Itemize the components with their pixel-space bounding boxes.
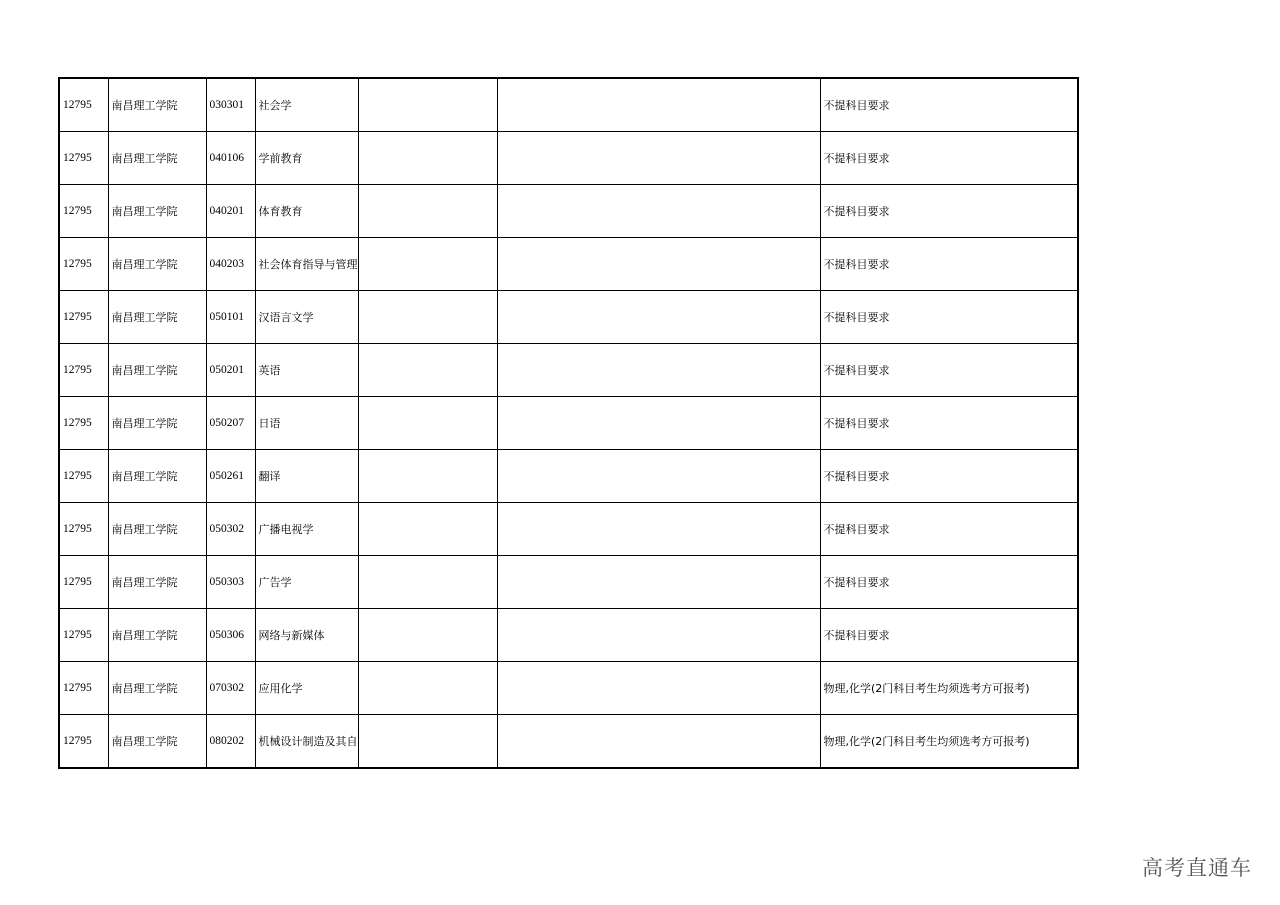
subject-requirement-cell: 不提科目要求	[820, 344, 1078, 397]
empty-cell	[358, 238, 497, 291]
empty-cell	[497, 397, 820, 450]
table-row	[59, 609, 1078, 662]
major-code-cell: 050261	[206, 450, 255, 503]
major-name-cell: 体育教育	[255, 185, 358, 238]
major-name-cell: 学前教育	[255, 132, 358, 185]
table-row	[59, 344, 1078, 397]
school-name-cell: 南昌理工学院	[108, 185, 206, 238]
school-code-cell: 12795	[59, 132, 108, 185]
school-name-cell: 南昌理工学院	[108, 291, 206, 344]
empty-cell	[358, 503, 497, 556]
major-name-cell: 广告学	[255, 556, 358, 609]
subject-requirement-cell: 不提科目要求	[820, 78, 1078, 132]
empty-cell	[497, 78, 820, 132]
major-name-cell: 机械设计制造及其自	[255, 715, 358, 769]
school-name-cell: 南昌理工学院	[108, 344, 206, 397]
empty-cell	[497, 185, 820, 238]
major-name-cell: 广播电视学	[255, 503, 358, 556]
major-name-cell: 英语	[255, 344, 358, 397]
school-name-cell: 南昌理工学院	[108, 503, 206, 556]
table-row	[59, 132, 1078, 185]
major-code-cell: 050207	[206, 397, 255, 450]
empty-cell	[497, 238, 820, 291]
school-name-cell: 南昌理工学院	[108, 397, 206, 450]
empty-cell	[358, 78, 497, 132]
major-code-cell: 040201	[206, 185, 255, 238]
empty-cell	[358, 291, 497, 344]
empty-cell	[497, 291, 820, 344]
watermark-logo: 高考直通车	[1142, 856, 1252, 880]
school-name-cell: 南昌理工学院	[108, 715, 206, 769]
major-code-cell: 040203	[206, 238, 255, 291]
table-row	[59, 450, 1078, 503]
empty-cell	[358, 397, 497, 450]
school-name-cell: 南昌理工学院	[108, 556, 206, 609]
empty-cell	[497, 715, 820, 769]
table-body	[59, 78, 1078, 768]
empty-cell	[358, 450, 497, 503]
major-name-cell: 应用化学	[255, 662, 358, 715]
major-name-cell: 网络与新媒体	[255, 609, 358, 662]
subject-requirement-cell: 不提科目要求	[820, 397, 1078, 450]
major-code-cell: 050303	[206, 556, 255, 609]
school-code-cell: 12795	[59, 503, 108, 556]
subject-requirement-cell: 不提科目要求	[820, 503, 1078, 556]
major-name-cell: 社会学	[255, 78, 358, 132]
table-row	[59, 397, 1078, 450]
table-row	[59, 291, 1078, 344]
empty-cell	[358, 715, 497, 769]
major-code-cell: 050201	[206, 344, 255, 397]
major-code-cell: 080202	[206, 715, 255, 769]
table-row	[59, 78, 1078, 132]
subject-requirement-cell: 不提科目要求	[820, 238, 1078, 291]
empty-cell	[358, 344, 497, 397]
empty-cell	[358, 609, 497, 662]
subject-requirement-cell: 不提科目要求	[820, 609, 1078, 662]
school-name-cell: 南昌理工学院	[108, 132, 206, 185]
empty-cell	[497, 556, 820, 609]
empty-cell	[497, 132, 820, 185]
school-name-cell: 南昌理工学院	[108, 78, 206, 132]
empty-cell	[358, 662, 497, 715]
school-code-cell: 12795	[59, 238, 108, 291]
table-row	[59, 238, 1078, 291]
empty-cell	[497, 662, 820, 715]
major-code-cell: 070302	[206, 662, 255, 715]
major-name-cell: 汉语言文学	[255, 291, 358, 344]
subject-requirement-cell: 不提科目要求	[820, 291, 1078, 344]
subject-requirement-cell: 不提科目要求	[820, 185, 1078, 238]
school-code-cell: 12795	[59, 556, 108, 609]
major-code-cell: 040106	[206, 132, 255, 185]
subject-requirement-cell: 不提科目要求	[820, 450, 1078, 503]
school-code-cell: 12795	[59, 185, 108, 238]
empty-cell	[497, 503, 820, 556]
table-row	[59, 503, 1078, 556]
empty-cell	[358, 556, 497, 609]
school-code-cell: 12795	[59, 291, 108, 344]
empty-cell	[358, 185, 497, 238]
subject-requirement-cell: 物理,化学(2门科目考生均须选考方可报考)	[820, 662, 1078, 715]
school-code-cell: 12795	[59, 715, 108, 769]
subject-requirement-cell: 物理,化学(2门科目考生均须选考方可报考)	[820, 715, 1078, 769]
table-row	[59, 715, 1078, 769]
empty-cell	[497, 609, 820, 662]
major-code-cell: 050302	[206, 503, 255, 556]
table-row	[59, 556, 1078, 609]
school-code-cell: 12795	[59, 78, 108, 132]
major-code-cell: 050306	[206, 609, 255, 662]
school-name-cell: 南昌理工学院	[108, 238, 206, 291]
subject-requirement-cell: 不提科目要求	[820, 556, 1078, 609]
major-code-cell: 030301	[206, 78, 255, 132]
school-code-cell: 12795	[59, 609, 108, 662]
table-row	[59, 662, 1078, 715]
major-name-cell: 社会体育指导与管理	[255, 238, 358, 291]
school-code-cell: 12795	[59, 662, 108, 715]
major-name-cell: 日语	[255, 397, 358, 450]
school-name-cell: 南昌理工学院	[108, 662, 206, 715]
table-row	[59, 185, 1078, 238]
school-code-cell: 12795	[59, 344, 108, 397]
empty-cell	[358, 132, 497, 185]
school-name-cell: 南昌理工学院	[108, 609, 206, 662]
subject-requirement-table	[58, 77, 1079, 769]
school-name-cell: 南昌理工学院	[108, 450, 206, 503]
school-code-cell: 12795	[59, 397, 108, 450]
major-code-cell: 050101	[206, 291, 255, 344]
subject-requirement-cell: 不提科目要求	[820, 132, 1078, 185]
school-code-cell: 12795	[59, 450, 108, 503]
major-name-cell: 翻译	[255, 450, 358, 503]
empty-cell	[497, 450, 820, 503]
empty-cell	[497, 344, 820, 397]
